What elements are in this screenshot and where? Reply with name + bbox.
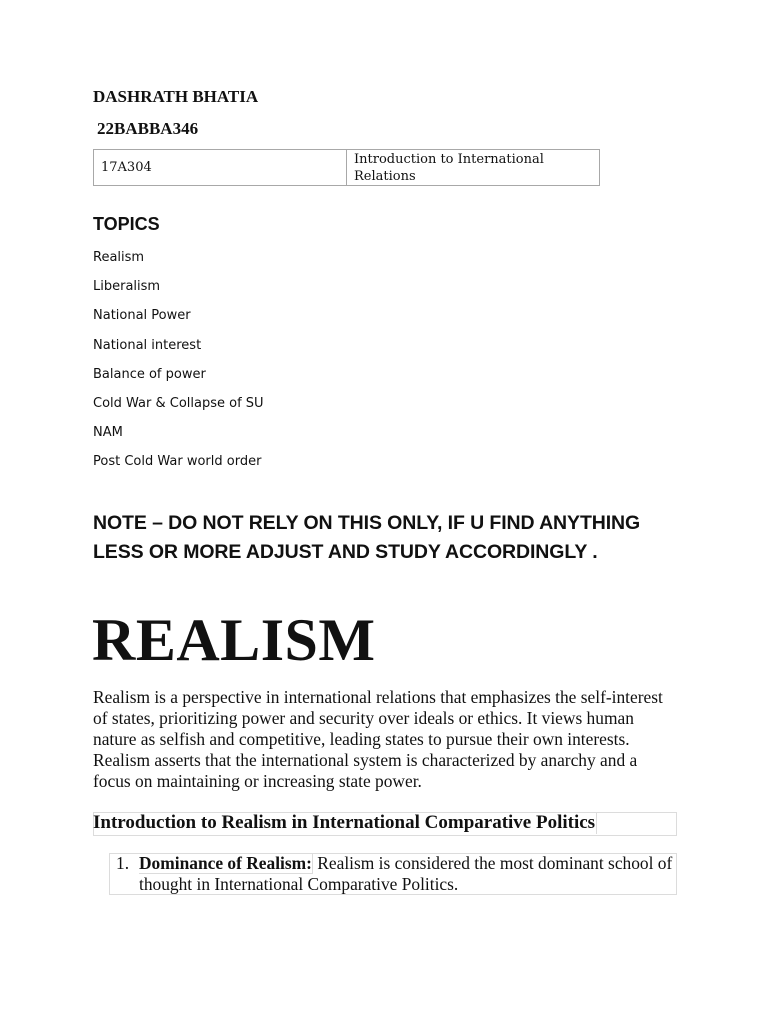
- list-item: Balance of power: [93, 366, 206, 382]
- section-subheading: Introduction to Realism in International Comparative Politics: [93, 812, 596, 833]
- list-item: Post Cold War world order: [93, 454, 262, 470]
- study-note: NOTE – DO NOT RELY ON THIS ONLY, IF U FIND ANYTHING LESS OR MORE ADJUST AND STUDY ACCORDINGLY .: [93, 512, 641, 563]
- course-code-cell: 17A304: [94, 150, 347, 186]
- topics-heading: TOPICS: [93, 214, 160, 234]
- table-row: [94, 150, 600, 186]
- list-item: NAM: [93, 425, 123, 441]
- course-title-cell: Introduction to International Relations: [347, 150, 600, 186]
- point-number: 1.: [116, 853, 130, 873]
- list-item: Cold War & Collapse of SU: [93, 395, 264, 411]
- course-info-table: [93, 149, 600, 186]
- section-title: REALISM: [92, 607, 376, 673]
- list-item: Realism: [93, 250, 145, 265]
- point-term: Dominance of Realism:: [139, 853, 312, 873]
- topics-list: [93, 249, 264, 483]
- list-item: National interest: [93, 337, 202, 353]
- point-item: [139, 853, 679, 895]
- list-item: National Power: [93, 308, 191, 324]
- intro-paragraph: Realism is a perspective in international relations that emphasizes the self-interest of states, prioritizing power and security over ideals or ethics. It views human nature as selfish and competitive, leading states to pursue their own interests. Realism asserts that the international system is characterized by anarchy and a focus on maintaining or increasing state power.: [93, 687, 663, 791]
- list-item: Liberalism: [93, 279, 161, 295]
- point-description: Realism is considered the most dominant school of thought in International Comparative Politics.: [139, 853, 673, 894]
- roll-number: 22BABBA346: [97, 119, 199, 138]
- author-name: DASHRATH BHATIA: [93, 87, 259, 106]
